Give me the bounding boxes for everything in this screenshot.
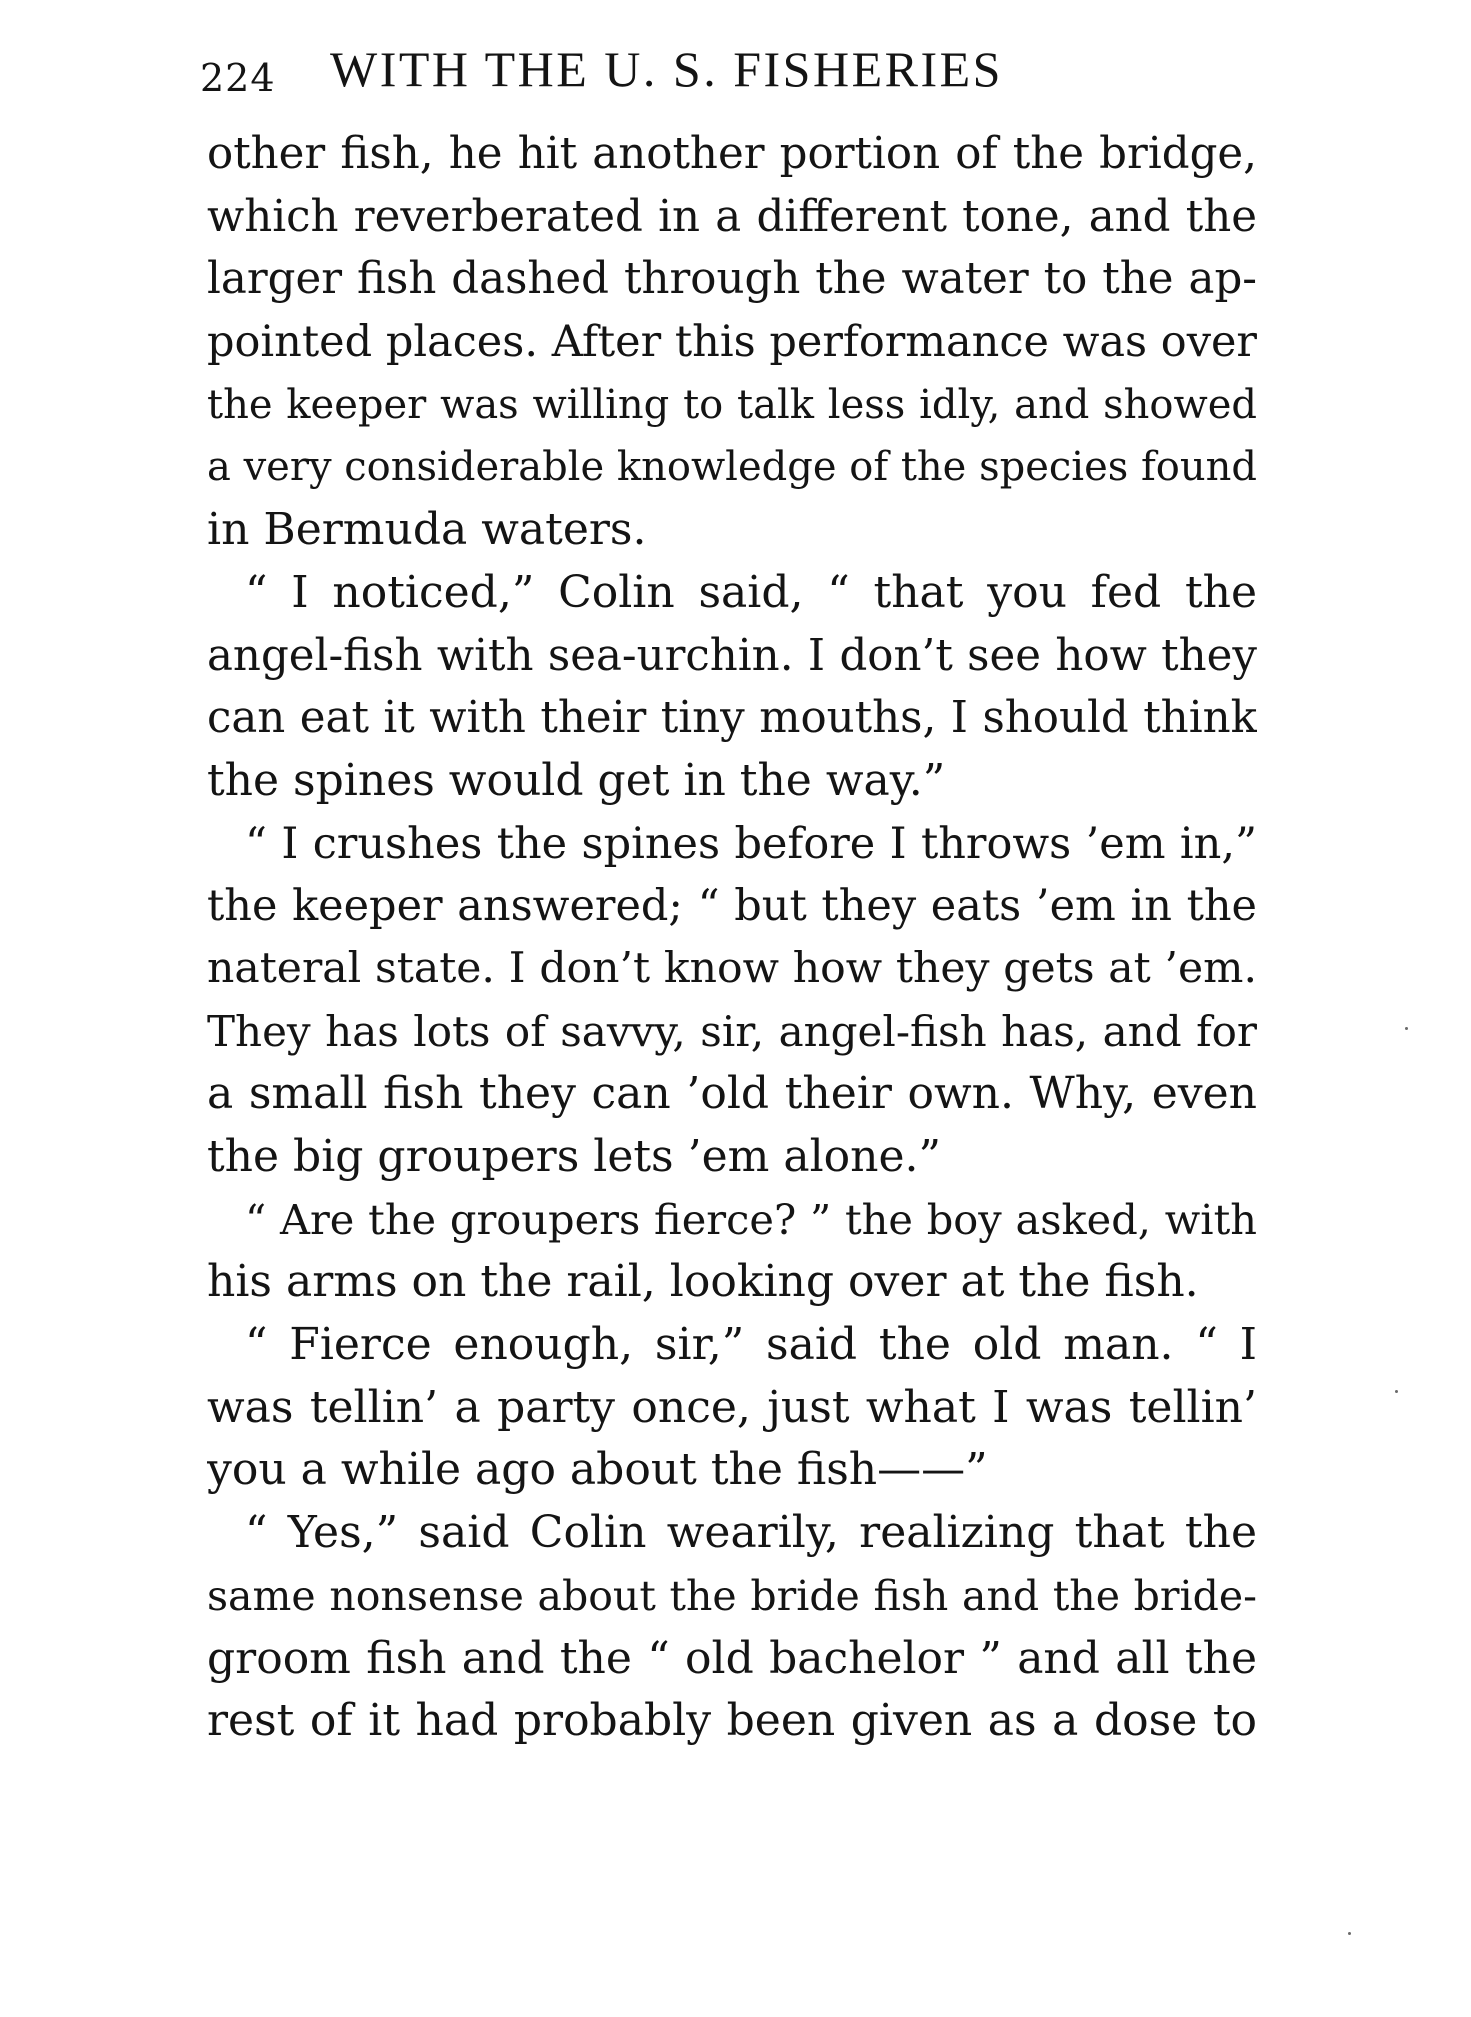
text-line: “ Fierce enough, sir,” said the old man. “ I <box>245 1319 1257 1371</box>
text-line: was tellin’ a party once, just what I was tellin’ <box>207 1381 1257 1433</box>
text-line: other fish, he hit another portion of the bridge, <box>207 129 1257 179</box>
paper-speck <box>1405 1027 1408 1030</box>
text-line: “ I crushes the spines before I throws ’em in,” <box>245 818 1257 869</box>
text-line: groom fish and the “ old bachelor ” and all the <box>207 1632 1257 1684</box>
text-line: “ I noticed,” Colin said, “ that you fed the <box>245 566 1257 618</box>
paper-speck <box>1395 1390 1398 1393</box>
running-head: WITH THE U. S. FISHERIES <box>330 41 1003 97</box>
text-line: larger fish dashed through the water to the ap- <box>207 254 1257 305</box>
text-line: “ Are the groupers fierce? ” the boy asked, with <box>245 1194 1257 1244</box>
text-line: his arms on the rail, looking over at the fish. <box>207 1256 1199 1308</box>
text-line: angel-fish with sea-urchin. I don’t see how they <box>207 630 1257 681</box>
page-number: 224 <box>200 56 276 100</box>
body-text <box>207 123 1257 1753</box>
text-line: a small fish they can ’old their own. Why, even <box>207 1068 1257 1120</box>
text-line: rest of it had probably been given as a dose to <box>207 1695 1257 1747</box>
text-line: you a while ago about the fish——” <box>207 1444 988 1496</box>
text-line: can eat it with their tiny mouths, I should think <box>207 693 1257 744</box>
page-header <box>200 36 1260 106</box>
text-line: pointed places. After this performance was over <box>207 317 1257 368</box>
text-line: the keeper answered; “ but they eats ’em in the <box>207 881 1257 932</box>
text-line: nateral state. I don’t know how they gets at ’em. <box>207 943 1257 993</box>
text-line: They has lots of savvy, sir, angel-fish has, and for <box>207 1006 1257 1056</box>
text-line: the spines would get in the way.” <box>207 754 946 806</box>
text-line: same nonsense about the bride fish and the bride- <box>207 1571 1257 1620</box>
text-line: a very considerable knowledge of the species found <box>207 444 1257 491</box>
text-line: in Bermuda waters. <box>207 504 647 556</box>
paper-speck <box>1348 1932 1351 1935</box>
text-line: “ Yes,” said Colin wearily, realizing that the <box>245 1507 1257 1559</box>
text-line: the big groupers lets ’em alone.” <box>207 1131 942 1182</box>
text-line: the keeper was willing to talk less idly, and showed <box>207 381 1257 428</box>
text-line: which reverberated in a different tone, and the <box>207 191 1257 242</box>
